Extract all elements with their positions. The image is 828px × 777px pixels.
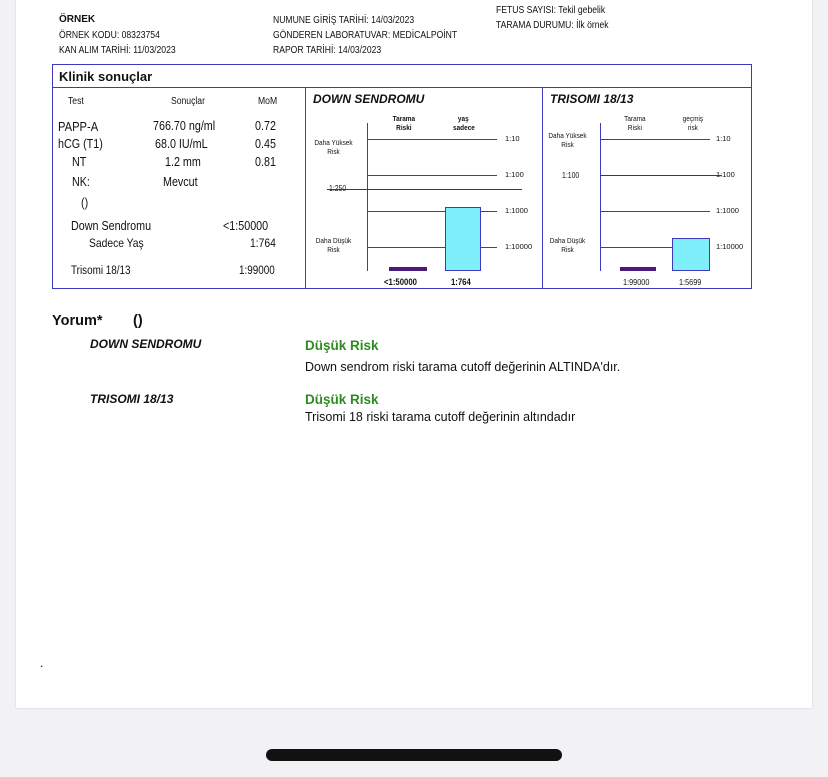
tri-bar-screening (620, 267, 656, 271)
sample-code: ÖRNEK KODU: 08323754 (59, 30, 160, 41)
row-test-hcg: hCG (T1) (58, 137, 103, 151)
down-value-label-age: 1:764 (451, 277, 471, 287)
footer-dot: . (40, 656, 44, 670)
row-test-nk: NK: (72, 175, 90, 189)
clinical-paren: () (81, 196, 89, 210)
tri-grid-line (600, 211, 710, 212)
row-test-pappa: PAPP-A (58, 119, 99, 134)
down-bar-age (445, 207, 481, 271)
comment-down-text: Down sendrom riski tarama cutoff değerinin ALTINDA'dır. (305, 360, 621, 374)
comment-tri-heading: TRISOMI 18/13 (90, 392, 174, 406)
divider-left (305, 87, 306, 288)
down-label: Down Sendromu (71, 219, 152, 233)
fetus-count: FETUS SAYISI: Tekil gebelik (496, 5, 606, 16)
down-bar-screening (389, 267, 427, 271)
row-result-nk: Mevcut (163, 175, 198, 189)
trisomy-chart (544, 87, 751, 288)
down-tick-label: 1:10000 (505, 242, 533, 251)
comment-down-risk: Düşük Risk (305, 338, 379, 353)
comment-title: Yorum* (52, 313, 103, 329)
row-mom-hcg: 0.45 (255, 137, 276, 151)
comment-tri-risk: Düşük Risk (305, 392, 379, 407)
tri-tick-label: 1:1000 (716, 206, 739, 215)
tri-cutoff-line (600, 175, 722, 176)
down-value-label-screening: <1:50000 (384, 277, 417, 287)
row-test-nt: NT (72, 155, 87, 169)
row-result-pappa: 766.70 ng/ml (153, 119, 216, 133)
tri-value-label-screening: 1:99000 (623, 277, 650, 287)
down-cat-screening: Tarama Riski (392, 114, 416, 132)
down-tick-label: 1:1000 (505, 206, 528, 215)
row-mom-nt: 0.81 (255, 155, 276, 169)
col-test: Test (68, 96, 84, 107)
tri-axis (600, 123, 601, 271)
clinical-results-panel (52, 64, 752, 289)
comment-tri-text: Trisomi 18 riski tarama cutoff değerinin altındadır (305, 410, 576, 424)
down-chart-title: DOWN SENDROMU (313, 92, 425, 106)
down-cutoff-label: 1:250 (329, 184, 347, 193)
age-label: Sadece Yaş (89, 236, 144, 250)
row-mom-pappa: 0.72 (255, 119, 276, 133)
divider-right (542, 87, 543, 288)
tri-bar-age (672, 238, 710, 271)
tri-tick-label: 1:10 (716, 134, 731, 143)
down-tick-label: 1:100 (505, 170, 524, 179)
down-tick-label: 1:10 (505, 134, 520, 143)
down-value: <1:50000 (223, 219, 269, 233)
tri-value: 1:99000 (239, 265, 275, 277)
screening-status: TARAMA DURUMU: İlk örnek (496, 20, 609, 31)
tri-tick-label: 1:100 (716, 170, 735, 179)
down-high-label: Daha Yüksek Risk (314, 138, 353, 156)
report-page (16, 0, 812, 708)
report-date: RAPOR TARİHİ: 14/03/2023 (273, 45, 382, 56)
tri-cat-history: geçmiş risk (682, 114, 704, 132)
draw-date: KAN ALIM TARİHİ: 11/03/2023 (59, 45, 176, 56)
age-value: 1:764 (250, 236, 276, 250)
tri-cat-screening: Tarama Riski (624, 114, 646, 132)
row-result-hcg: 68.0 IU/mL (155, 137, 208, 151)
sample-title: ÖRNEK (59, 14, 96, 25)
lab-name: GÖNDEREN LABORATUVAR: MEDİCALPOİNT (273, 30, 458, 41)
down-cat-age: yaş sadece (453, 114, 475, 132)
panel-title: Klinik sonuçlar (59, 69, 153, 84)
tri-tick-label: 1:10000 (716, 242, 744, 251)
col-results: Sonuçlar (171, 96, 205, 107)
down-grid-line (367, 139, 497, 140)
col-mom: MoM (258, 96, 278, 107)
row-result-nt: 1.2 mm (165, 155, 201, 169)
tri-high-label: Daha Yüksek Risk (548, 131, 587, 149)
down-axis (367, 123, 368, 271)
down-chart (307, 87, 542, 288)
tri-low-label: Daha Düşük Risk (549, 236, 586, 254)
entry-date: NUMUNE GİRİŞ TARİHİ: 14/03/2023 (273, 15, 415, 26)
tri-value-label-history: 1:5699 (679, 277, 702, 287)
tri-chart-title: TRISOMI 18/13 (550, 92, 634, 106)
comment-paren: () (133, 313, 143, 329)
panel-title-row (53, 65, 751, 88)
down-grid-line (367, 175, 497, 176)
down-cutoff-line (327, 189, 522, 190)
tri-cutoff-label: 1:100 (562, 171, 580, 180)
comment-down-heading: DOWN SENDROMU (90, 337, 202, 351)
tri-label: Trisomi 18/13 (71, 265, 131, 277)
down-low-label: Daha Düşük Risk (315, 236, 352, 254)
tri-grid-line (600, 139, 710, 140)
home-indicator[interactable] (266, 749, 562, 761)
